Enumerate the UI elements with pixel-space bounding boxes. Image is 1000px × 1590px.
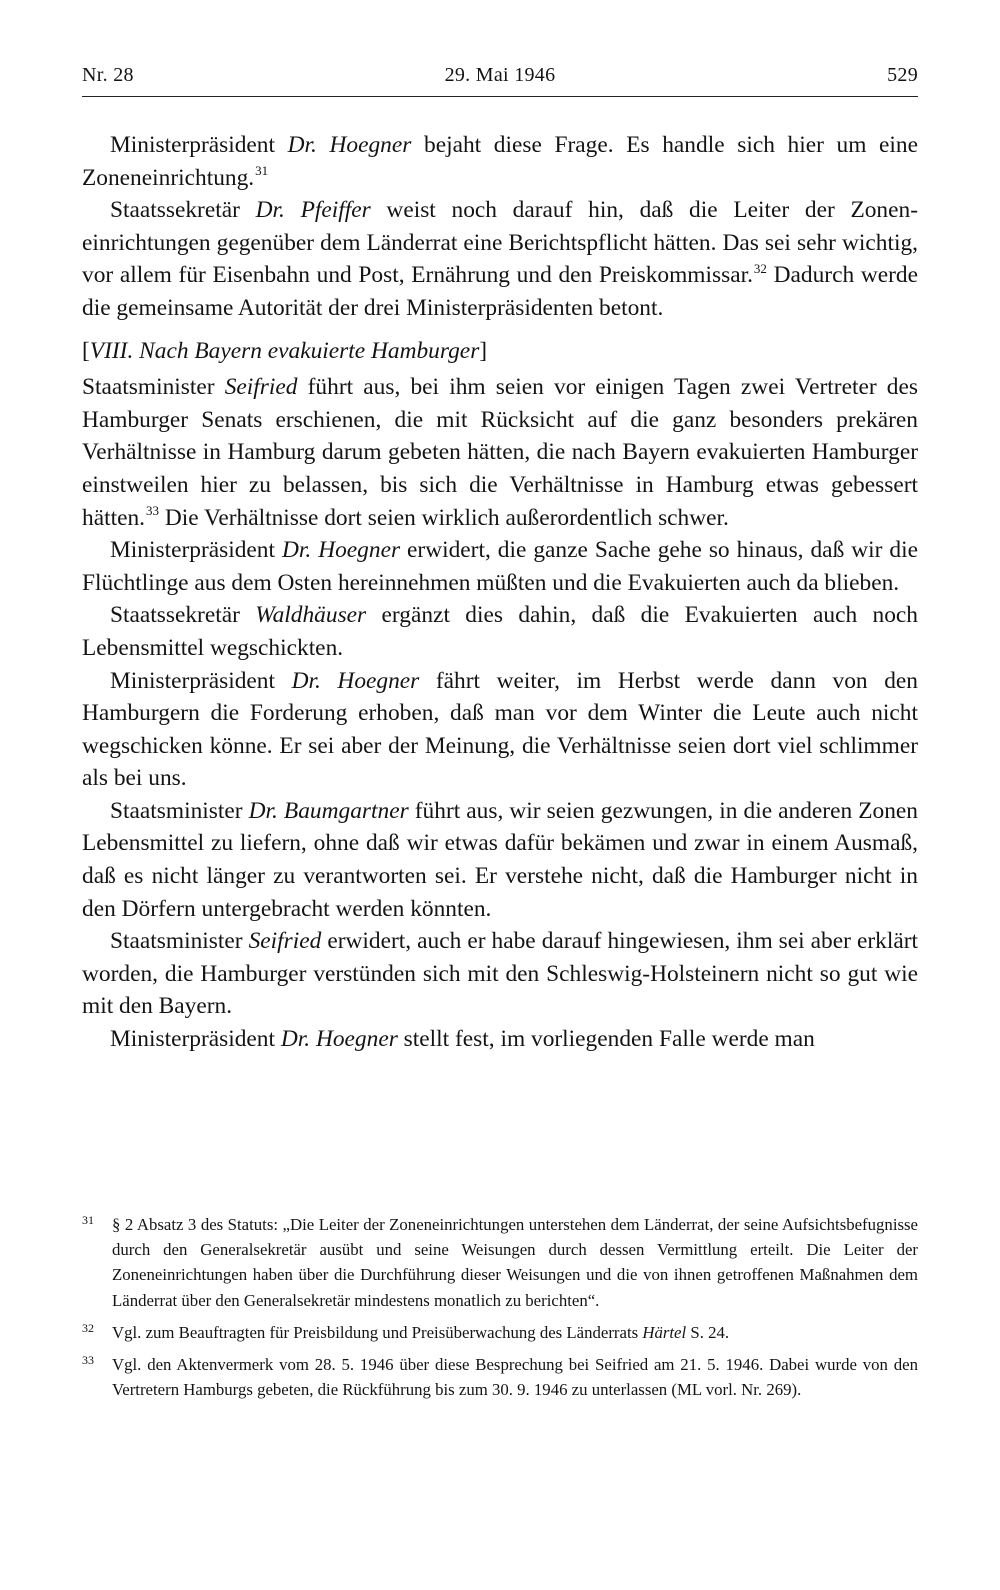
footnote-number: 31 (82, 1213, 94, 1227)
page (82, 58, 918, 1056)
header-date: 29. Mai 1946 (444, 64, 556, 86)
footnote-ref: 33 (146, 502, 159, 518)
speaker-name: Waldhäuser (255, 602, 367, 629)
paragraph: Staatssekretär Dr. Pfeiffer weist noch darauf hin, daß die Leiter der Zoneneinrichtungen gegenüber dem Länderrat eine Berichtspflicht hätten. Das sei sehr wichtig, vor allem für Eisenbahn und Post, Ernährung und den Preiskommissar.$^{32}$ Dadurch werde die gemeinsame Autorität der drei Ministerpräsidenten betont. (82, 197, 918, 321)
section-heading: [VIII. Nach Bayern evakuierte Hamburger] (82, 337, 488, 364)
footnotes (82, 1212, 918, 1409)
paragraph: Staatssekretär Waldhäuser ergänzt dies dahin, daß die Evakuierten auch noch Lebensmittel wegschickten. (82, 602, 918, 661)
paragraph: Ministerpräsident Dr. Hoegner fährt weiter, im Herbst werde dann von den Hamburgern die Forderung erhoben, daß man vor dem Winter die Leute auch nicht wegschicken könne. Er sei aber der Meinung, die Verhältnisse seien dort viel schlimmer als bei uns. (82, 667, 918, 792)
footnote-text: Vgl. den Aktenvermerk vom 28. 5. 1946 über diese Besprechung bei Seifried am 21. 5. 1946. Dabei wurde von den Vertretern Hamburgs gebeten, die Rückführung bis zum 30. 9. 1946 zu unterlassen (ML vorl. Nr. 269). (112, 1355, 918, 1400)
header-rule (82, 96, 918, 97)
paragraph: Ministerpräsident Dr. Hoegner erwidert, die ganze Sache gehe so hinaus, daß wir die Flüchtlinge aus dem Osten hereinnehmen müßten und die Evakuierten auch da blieben. (82, 537, 918, 596)
footnote (82, 1352, 918, 1402)
speaker-name: Seifried (248, 928, 322, 955)
paragraph: Staatsminister Seifried erwidert, auch er habe darauf hingewiesen, ihm sei aber erklärt worden, die Hamburger verstünden sich mit den Schleswig-Holsteinern nicht so gut wie mit den Bayern. (82, 928, 918, 1020)
section-title: VIII. Nach Bayern evakuierte Hamburger (89, 337, 480, 364)
speaker-name: Dr. Hoegner (291, 667, 420, 694)
paragraph: Staatsminister Seifried führt aus, bei ihm seien vor einigen Tagen zwei Vertreter des Hamburger Senats erschienen, die mit Rücksicht auf die ganz besonders prekären Verhältnisse in Hamburg darum gebeten hätten, die nach Bayern evakuierten Hamburger einstweilen hier zu belassen, bis sich die Verhältnisse in Hamburg etwas gebessert hätten.$^{33}$ Die Verhältnisse dort seien wirklich außerordentlich schwer. (82, 374, 918, 531)
speaker-name: Dr. Hoegner (281, 537, 401, 564)
page-number: 529 (887, 64, 918, 86)
footnote-ref: 32 (753, 260, 767, 276)
issue-number: Nr. 28 (82, 64, 134, 86)
footnote-ref: 31 (255, 162, 269, 178)
footnote: 32 Vgl. zum Beauftragten für Preisbildung und Preisüberwachung des Länderrats Härtel S. 24. (82, 1320, 918, 1345)
speaker-name: Dr. Hoegner (287, 132, 412, 158)
footnote-text: § 2 Absatz 3 des Statuts: „Die Leiter der Zoneneinrichtungen unterstehen dem Länderrat, der seine Aufsichtsbefugnisse durch den Generalsekretär ausübt und seine Weisungen durch dessen Vermittlung erteilt. Die Leiter der Zoneneinrichtungen haben über die Durchführung dieser Weisungen und die von ihnen getroffenen Maßnahmen dem Länderrat über den Generalsekretär mindestens monatlich zu berichten“. (112, 1215, 918, 1310)
main-text (82, 129, 918, 1056)
paragraph: Staatsminister Dr. Baumgartner führt aus, wir seien gezwungen, in die anderen Zonen Lebensmittel zu liefern, ohne daß wir etwas dafür bekämen und zwar in einem Ausmaß, daß es nicht länger zu verantworten sei. Er verstehe nicht, daß die Hamburger nicht in den Dörfern untergebracht werden könnten. (82, 797, 918, 922)
speaker-name: Dr. Baumgartner (248, 797, 409, 824)
paragraph: Ministerpräsident Dr. Hoegner bejaht diese Frage. Es handle sich hier um eine Zoneneinrichtung.$^{31}$ (82, 132, 918, 191)
footnote-number: 32 (82, 1320, 94, 1335)
footnote-number: 33 (82, 1353, 94, 1368)
footnote (82, 1212, 918, 1313)
speaker-name: Seifried (224, 374, 298, 401)
speaker-name: Dr. Pfeiffer (255, 197, 371, 224)
running-header (82, 58, 918, 96)
paragraph: Ministerpräsident Dr. Hoegner stellt fest, im vorliegenden Falle werde man (110, 1026, 815, 1053)
speaker-name: Dr. Hoegner (280, 1026, 398, 1053)
cited-author: Härtel (642, 1322, 687, 1342)
